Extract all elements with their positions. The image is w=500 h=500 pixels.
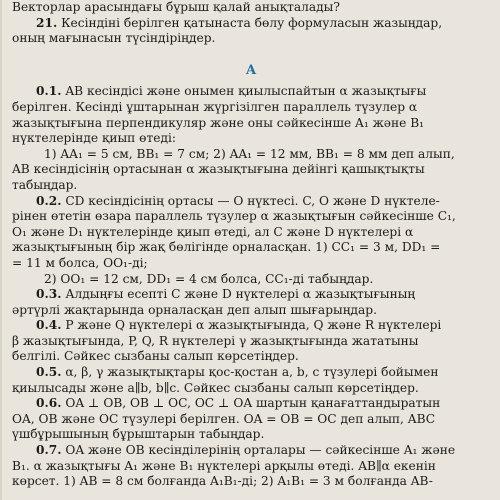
problem-line: = 11 м болса, OO₁-ді; (12, 255, 148, 270)
problem-number: 0.3. (36, 287, 62, 302)
problem-line: AB кесіндісінің ортасынан α жазықтығына дейінгі қашықтықты (12, 162, 425, 177)
problem-line: OA ⊥ OB, OB ⊥ OC, OC ⊥ OA шартын қанағаттандыратын (61, 396, 441, 411)
problem-line: AB кесіндісі және онымен қиылыспайтын α жазықтығы (61, 84, 427, 99)
problem-0-7 (12, 443, 490, 459)
problem-0-3 (12, 287, 490, 303)
problem-line: үшбұрышының бұрыштарын табыңдар. (12, 427, 265, 442)
question-21-number: 21. (36, 15, 58, 30)
problem-0-4 (12, 318, 490, 334)
problem-line: көрсет. 1) AB = 8 см болғанда A₁B₁-ді; 2) A₁B₁ = 3 м болғанда AB- (12, 474, 433, 489)
problem-line: нүктелерінде қиып өтеді: (12, 131, 176, 146)
problem-line: α, β, γ жазықтықтары қос-қостан a, b, c түзулері бойымен (61, 365, 439, 380)
problem-number: 0.4. (36, 318, 62, 333)
question-20-tail: Векторлар арасындағы бұрыш қалай анықталады? (12, 0, 340, 14)
problem-number: 0.6. (36, 396, 62, 411)
problem-line: жазықтығының бір жақ бөлігінде орналасқан. 1) CC₁ = 3 м, DD₁ = (12, 240, 441, 255)
problem-line: әртүрлі жақтарында орналасқан деп алып шығарыңдар. (12, 302, 377, 317)
problem-number: 0.5. (36, 365, 62, 380)
problem-line: CD кесіндісінің ортасы — O нүктесі. C, O және D нүктеле- (61, 193, 440, 208)
problem-line: OA, OB және OC түзулері берілген. OA = OB = OC деп алып, ABC (12, 411, 436, 426)
problem-0-1 (12, 84, 490, 100)
problem-number: 0.7. (36, 443, 62, 458)
problem-line: B₁. α жазықтығы A₁ және B₁ нүктелері арқылы өтеді. AB∥α екенін (12, 458, 436, 473)
problem-line: белгілі. Сәйкес сызбаны салып көрсетіңдер. (12, 349, 299, 364)
problem-line: берілген. Кесінді ұштарынан жүргізілген параллель түзулер α (12, 99, 418, 114)
problem-line: табыңдар. (12, 177, 78, 192)
problem-line: Алдыңғы есепті C және D нүктелері α жазықтығының (61, 287, 416, 302)
section-header-a: А (245, 62, 257, 78)
problem-line: қиылысады және a∥b, b∥c. Сәйкес сызбаны салып көрсетіңдер. (12, 380, 419, 395)
problem-line: β жазықтығында, P, Q, R нүктелері γ жазықтығында жататыны (12, 333, 419, 348)
problem-line: O₁ және D₁ нүктелерінде қиып өтеді, ал C және D нүктелері α (12, 224, 414, 239)
question-21-text: Кесіндіні берілген қатынаста бөлу формуласын жазыңдар, (57, 15, 443, 30)
question-21 (12, 16, 490, 32)
problem-0-5 (12, 365, 490, 381)
problem-line: 1) AA₁ = 5 см, BB₁ = 7 см; 2) AA₁ = 12 мм, BB₁ = 8 мм деп алып, (44, 146, 455, 161)
problem-0-2 (12, 194, 490, 210)
problem-number: 0.2. (36, 193, 62, 208)
problem-line: 2) OO₁ = 12 см, DD₁ = 4 см болса, CC₁-ді табыңдар. (44, 271, 374, 286)
problem-line: OA және OB кесінділерінің орталары — сәйкесінше A₁ және (61, 443, 456, 458)
page-edge (0, 0, 2, 500)
problem-0-6 (12, 396, 490, 412)
problem-number: 0.1. (36, 84, 62, 99)
problem-line: P және Q нүктелері α жазықтығында, Q және R нүктелері (61, 318, 442, 333)
question-21-continuation: оның мағынасын түсіндіріңдер. (12, 31, 216, 46)
problem-line: жазықтығына перпендикуляр және оны сәйкесінше A₁ және B₁ (12, 115, 425, 130)
problem-line: рінен өтетін өзара параллель түзулер α жазықтығын сәйкесінше C₁, (12, 209, 456, 224)
